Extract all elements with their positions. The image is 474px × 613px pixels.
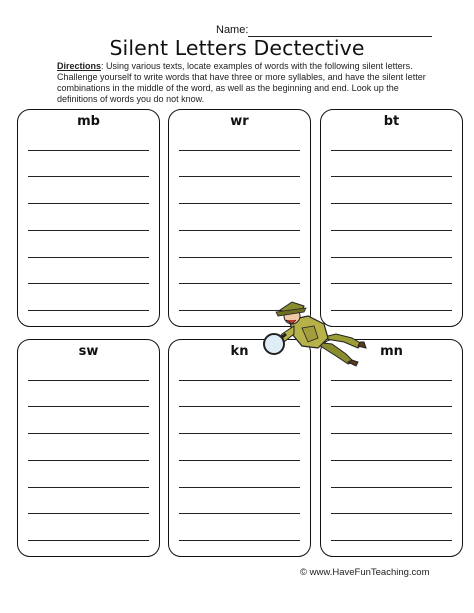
writing-line[interactable]: [331, 230, 452, 231]
writing-line[interactable]: [331, 406, 452, 407]
writing-line[interactable]: [179, 380, 300, 381]
writing-line[interactable]: [179, 487, 300, 488]
writing-line[interactable]: [331, 380, 452, 381]
writing-line[interactable]: [179, 513, 300, 514]
silent-letter-box: [17, 339, 160, 557]
silent-letter-label: mb: [77, 114, 100, 129]
writing-line[interactable]: [331, 487, 452, 488]
writing-line[interactable]: [179, 230, 300, 231]
silent-letter-label: bt: [383, 114, 400, 129]
writing-line[interactable]: [28, 283, 149, 284]
writing-line[interactable]: [179, 283, 300, 284]
writing-line[interactable]: [331, 433, 452, 434]
writing-line[interactable]: [28, 487, 149, 488]
writing-line[interactable]: [28, 540, 149, 541]
writing-line[interactable]: [179, 257, 300, 258]
writing-line[interactable]: [331, 176, 452, 177]
copyright-symbol: ©: [300, 567, 307, 578]
writing-line[interactable]: [28, 406, 149, 407]
writing-line[interactable]: [28, 230, 149, 231]
writing-line[interactable]: [179, 150, 300, 151]
silent-letter-label: kn: [230, 344, 249, 359]
directions-label: Directions: [57, 61, 102, 71]
writing-line[interactable]: [28, 513, 149, 514]
directions-paragraph: [57, 61, 432, 105]
footer: [300, 567, 450, 578]
writing-line[interactable]: [331, 150, 452, 151]
writing-line[interactable]: [179, 540, 300, 541]
silent-letter-box: [168, 109, 311, 327]
writing-line[interactable]: [331, 540, 452, 541]
silent-letter-box: [320, 109, 463, 327]
writing-line[interactable]: [331, 203, 452, 204]
writing-line[interactable]: [179, 433, 300, 434]
detective-with-magnifying-glass-icon: [262, 298, 368, 374]
writing-line[interactable]: [28, 460, 149, 461]
silent-letter-label: wr: [230, 114, 249, 129]
writing-line[interactable]: [28, 310, 149, 311]
writing-line[interactable]: [179, 176, 300, 177]
writing-line[interactable]: [179, 203, 300, 204]
writing-line[interactable]: [331, 513, 452, 514]
writing-line[interactable]: [331, 460, 452, 461]
writing-line[interactable]: [28, 257, 149, 258]
writing-line[interactable]: [179, 460, 300, 461]
writing-line[interactable]: [28, 176, 149, 177]
writing-line[interactable]: [331, 257, 452, 258]
directions-text: : Using various texts, locate examples of words with the following silent letters. Challenge yourself to write words that have three or more syllables, and have the silent letter combinations in the middle of the word, as well as the beginning and end. Look up the definitions of words you do not know.: [57, 61, 426, 104]
silent-letter-label: sw: [78, 344, 99, 359]
website-link[interactable]: www.HaveFunTeaching.com: [309, 567, 430, 578]
page-title: Silent Letters Dectective: [109, 36, 365, 60]
name-label: Name:: [216, 24, 249, 36]
writing-line[interactable]: [28, 150, 149, 151]
writing-line[interactable]: [179, 406, 300, 407]
writing-line[interactable]: [28, 203, 149, 204]
writing-line[interactable]: [331, 283, 452, 284]
silent-letter-box: [17, 109, 160, 327]
silent-letter-label: mn: [380, 344, 403, 359]
writing-line[interactable]: [28, 380, 149, 381]
writing-line[interactable]: [28, 433, 149, 434]
